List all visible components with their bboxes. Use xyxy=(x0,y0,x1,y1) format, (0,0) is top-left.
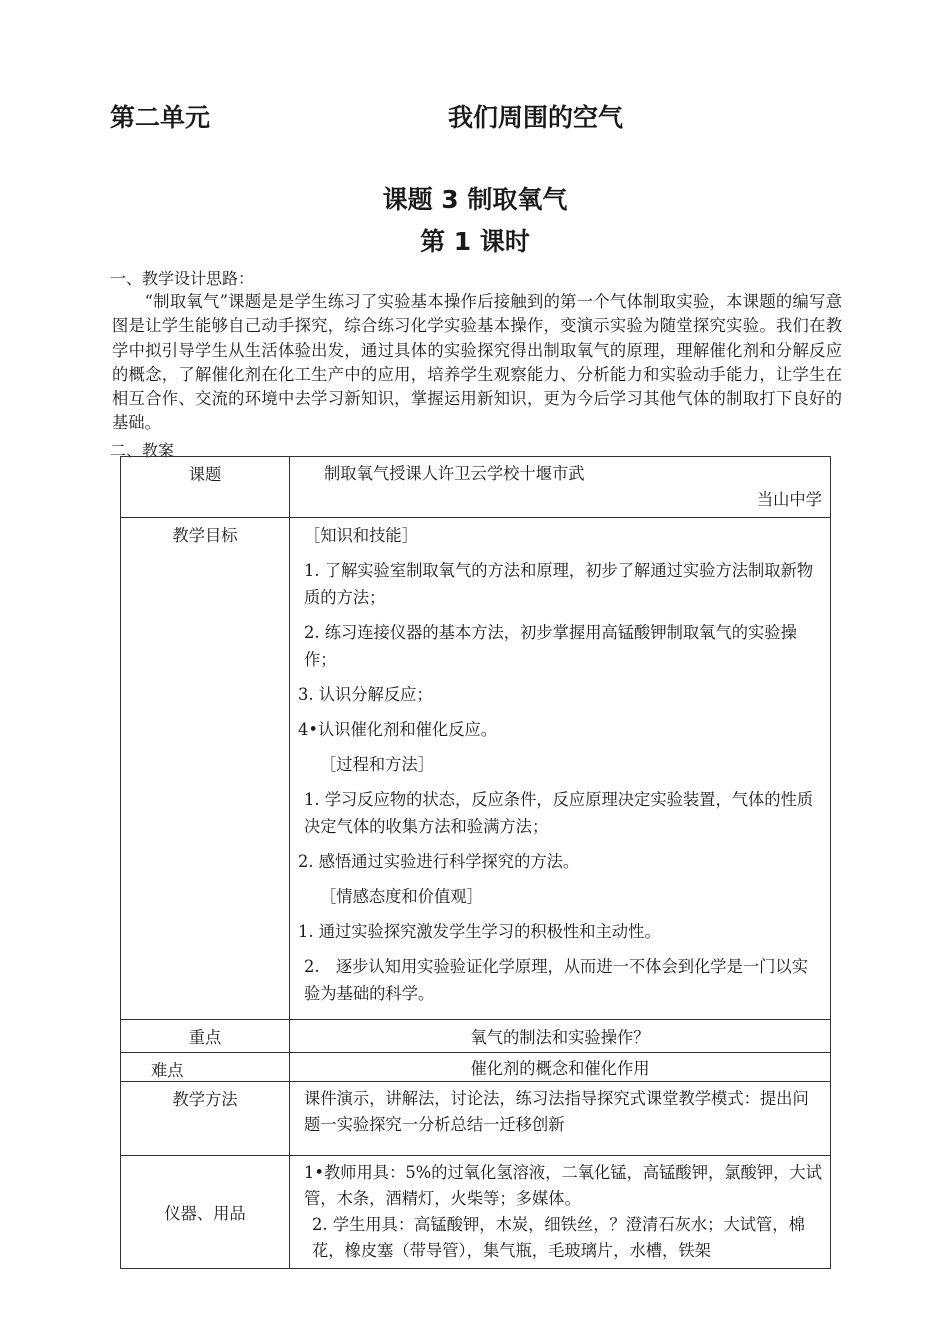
goal-item: 4•认识催化剂和催化反应。 xyxy=(298,720,498,739)
design-paragraph: “制取氧气”课题是是学生练习了实验基本操作后接触到的第一个气体制取实验，本课题的编写意图是让学生能够自己动手探究，综合练习化学实验基本操作，变演示实验为随堂探究实验。我们在教学中拟引导学生从生活体验出发，通过具体的实验探究得出制取氧气的原理，理解催化剂和分解反应的概念，了解催化剂在化工生产中的应用，培养学生观察能力、分析能力和实验动手能力，让学生在相互合作、交流的环境中去学习新知识，掌握运用新知识，更为今后学习其他气体的制取打下良好的基础。 xyxy=(112,292,842,433)
equipment-teacher: 1•教师用具：5%的过氧化氢溶液，二氧化锰，高锰酸钾，氯酸钾，大试管，木条，酒精灯，火柴等；多媒体。 xyxy=(304,1163,822,1208)
unit-number: 第二单元 xyxy=(110,103,211,132)
lesson-title: 第 1 课时 xyxy=(420,227,530,256)
table-row-key xyxy=(121,1020,831,1053)
equipment-student: 2. 学生用具：高锰酸钾，木炭，细铁丝，？澄清石灰水；大试管，棉花，橡皮塞（带导管），集气瓶，毛玻璃片，水槽，铁架 xyxy=(312,1215,805,1260)
key-label: 重点 xyxy=(121,1020,290,1053)
section-heading-plan: 二、教案 xyxy=(110,441,175,460)
goals-label: 教学目标 xyxy=(121,518,290,1020)
topic-title: 课题 3 制取氧气 xyxy=(382,185,568,214)
goal-item: 1. 学习反应物的状态，反应条件，反应原理决定实验装置，气体的性质决定气体的收集方法和验满方法； xyxy=(304,790,814,836)
process-heading: ［过程和方法］ xyxy=(320,755,434,774)
table-row-method xyxy=(121,1082,831,1156)
goal-item: 3. 认识分解反应； xyxy=(298,685,433,704)
goal-item: 2. 感悟通过实验进行科学探究的方法。 xyxy=(298,852,580,871)
goal-item: 1. 了解实验室制取氧气的方法和原理，初步了解通过实验方法制取新物质的方法； xyxy=(304,561,814,607)
topic-value: 制取氧气授课人许卫云学校十堰市武 xyxy=(324,464,585,483)
table-row-equipment xyxy=(121,1156,831,1269)
table-row-difficulty xyxy=(121,1053,831,1082)
method-value: 课件演示，讲解法，讨论法，练习法指导探究式课堂教学模式：提出问题一实验探究一分析总结一迁移创新 xyxy=(304,1089,809,1134)
lesson-plan-table xyxy=(120,456,831,1269)
table-row-topic xyxy=(121,457,831,518)
emotion-heading: ［情感态度和价值观］ xyxy=(320,887,483,906)
key-value: 氧气的制法和实验操作？ xyxy=(290,1020,831,1053)
unit-header xyxy=(110,98,830,138)
topic-value-school: 当山中学 xyxy=(756,490,822,509)
goal-item: 1. 通过实验探究激发学生学习的积极性和主动性。 xyxy=(298,922,661,941)
method-label: 教学方法 xyxy=(121,1082,290,1156)
unit-title: 我们周围的空气 xyxy=(448,103,624,132)
knowledge-heading: ［知识和技能］ xyxy=(304,526,418,545)
goal-item: 2. 逐步认知用实验验证化学原理，从而进一不体会到化学是一门以实验为基础的科学。 xyxy=(304,957,808,1003)
section-heading-design: 一、教学设计思路： xyxy=(110,269,255,288)
equipment-label: 仪器、用品 xyxy=(121,1156,290,1269)
difficulty-value: 催化剂的概念和催化作用 xyxy=(290,1053,831,1082)
topic-label: 课题 xyxy=(121,457,290,518)
goal-item: 2. 练习连接仪器的基本方法，初步掌握用高锰酸钾制取氧气的实验操作； xyxy=(304,623,797,669)
table-row-goals xyxy=(121,518,831,1020)
difficulty-label: 难点 xyxy=(121,1053,290,1082)
